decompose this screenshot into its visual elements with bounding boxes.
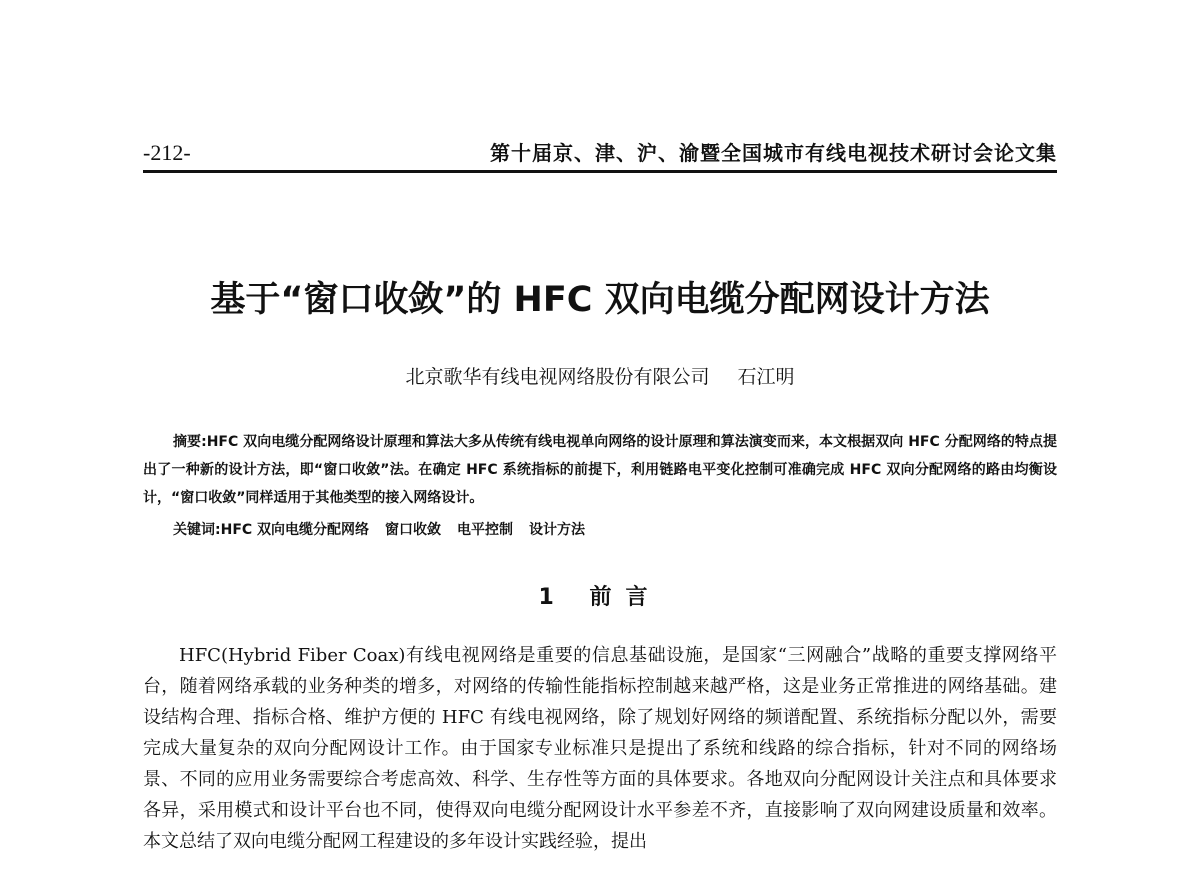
running-title: 第十届京、津、沪、渝暨全国城市有线电视技术研讨会论文集 — [490, 141, 1057, 165]
keyword: HFC 双向电缆分配网络 — [220, 522, 370, 538]
keywords-label: 关键词: — [173, 522, 221, 538]
keyword: 电平控制 — [457, 522, 514, 538]
paper-title: 基于“窗口收敛”的 HFC 双向电缆分配网设计方法 — [210, 280, 990, 320]
section-heading: 1 前言 — [538, 585, 662, 610]
keyword: 设计方法 — [529, 522, 586, 538]
author-line — [0, 362, 1200, 389]
keywords — [173, 516, 1057, 544]
body-paragraph: HFC(Hybrid Fiber Coax)有线电视网络是重要的信息基础设施，是国家“三网融合”战略的重要支撑网络平台，随着网络承载的业务种类的增多，对网络的传输性能指标控制越来越严格，这是业务正常推进的网络基础。建设结构合理、指标合格、维护方便的 HFC 有线电视网络，除了规划好网络的频谱配置、系统指标分配以外，需要完成大量复杂的双向分配网设计工作。由于国家专业标准只是提出了系统和线路的综合指标，针对不同的网络场景、不同的应用业务需要综合考虑高效、科学、生存性等方面的具体要求。各地双向分配网设计关注点和具体要求各异，采用模式和设计平台也不同，使得双向电缆分配网设计水平参差不齐，直接影响了双向网建设质量和效率。本文总结了双向电缆分配网工程建设的多年设计实践经验，提出 — [143, 645, 1057, 852]
keyword: 窗口收敛 — [385, 522, 442, 538]
author-name: 石江明 — [737, 366, 795, 388]
page-number: -212- — [143, 140, 191, 165]
affiliation: 北京歌华有线电视网络股份有限公司 — [405, 366, 710, 388]
abstract: 摘要:HFC 双向电缆分配网络设计原理和算法大多从传统有线电视单向网络的设计原理和算法演变而来，本文根据双向 HFC 分配网络的特点提出了一种新的设计方法，即“窗口收敛”法。在确定 HFC 系统指标的前提下，利用链路电平变化控制可准确完成 HFC 双向分配网络的路由均衡设计，“窗口收敛”同样适用于其他类型的接入网络设计。 — [143, 434, 1057, 506]
page-header — [143, 136, 1057, 173]
